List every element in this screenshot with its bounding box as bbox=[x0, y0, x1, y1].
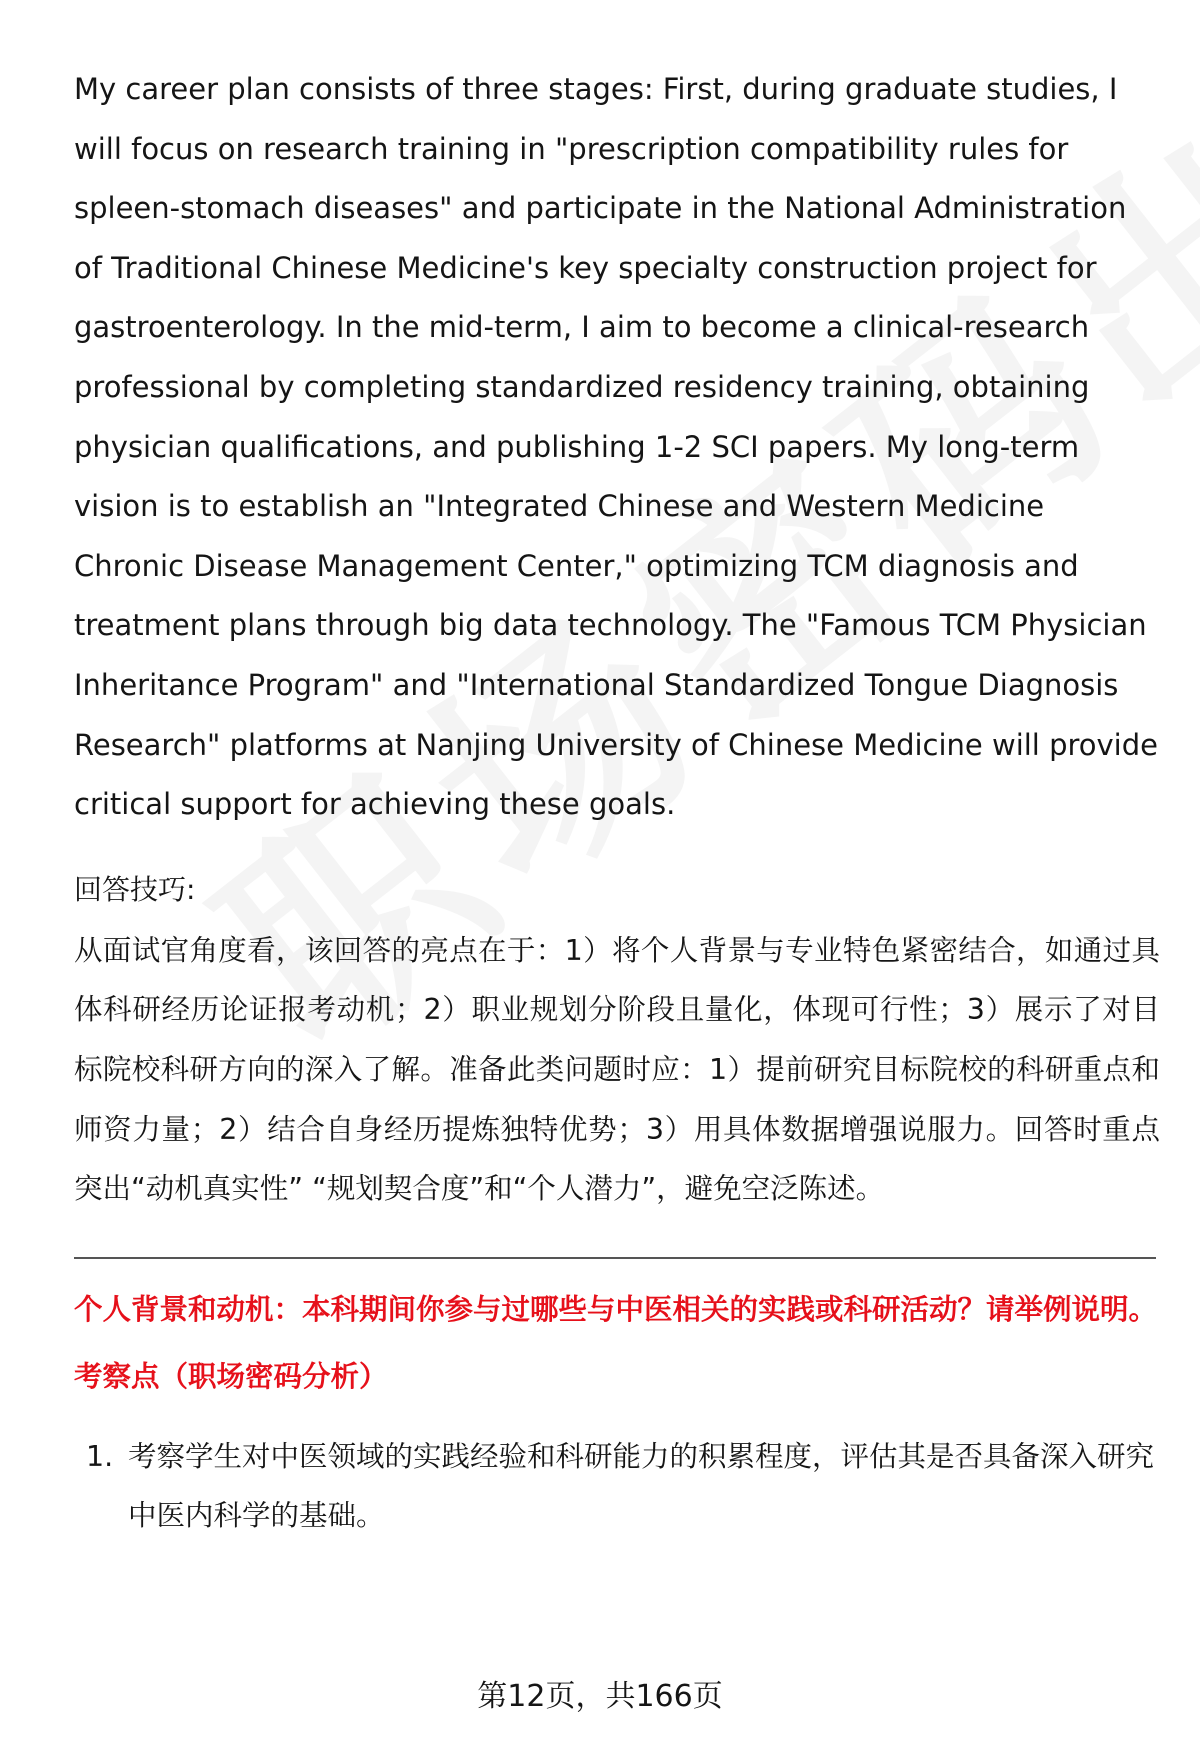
section-divider bbox=[74, 1257, 1156, 1259]
list-item-text: 考察学生对中医领域的实践经验和科研能力的积累程度，评估其是否具备深入研究中医内科学的基础。 bbox=[128, 1439, 1155, 1533]
answer-paragraph: My career plan consists of three stages: First, during graduate studies, I will focus on research training in "prescription compatibility rules for spleen-stomach diseases" and participate in the National Administration of Traditional Chinese Medicine's key specialty construction project for gastroenterology. In the mid-term, I aim to become a clinical-research professional by completing standardized residency training, obtaining physician qualifications, and publishing 1-2 SCI papers. My long-term vision is to establish an "Integrated Chinese and Western Medicine Chronic Disease Management Center," optimizing TCM diagnosis and treatment plans through big data technology. The "Famous TCM Physician Inheritance Program" and "International Standardized Tongue Diagnosis Research" platforms at Nanjing University of Chinese Medicine will provide critical support for achieving these goals. bbox=[74, 72, 1158, 822]
tips-label: 回答技巧: bbox=[74, 872, 196, 906]
tips-paragraph: 从面试官角度看，该回答的亮点在于：1）将个人背景与专业特色紧密结合，如通过具体科研经历论证报考动机；2）职业规划分阶段且量化，体现可行性；3）展示了对目标院校科研方向的深入了解。准备此类问题时应：1）提前研究目标院校的科研重点和师资力量；2）结合自身经历提炼独特优势；3）用具体数据增强说服力。回答时重点突出“动机真实性” “规划契合度”和“个人潜力”，避免空泛陈述。 bbox=[74, 933, 1160, 1206]
assessment-subheading: 考察点（职场密码分析） bbox=[74, 1359, 388, 1393]
list-item-number: 1. bbox=[86, 1439, 114, 1473]
question-heading: 个人背景和动机：本科期间你参与过哪些与中医相关的实践或科研活动？请举例说明。 bbox=[74, 1292, 1158, 1326]
assessment-points-list bbox=[74, 1427, 1160, 1546]
list-item bbox=[74, 1427, 1160, 1546]
page-number: 第12页，共166页 bbox=[477, 1679, 723, 1714]
page-content bbox=[74, 60, 1160, 1546]
